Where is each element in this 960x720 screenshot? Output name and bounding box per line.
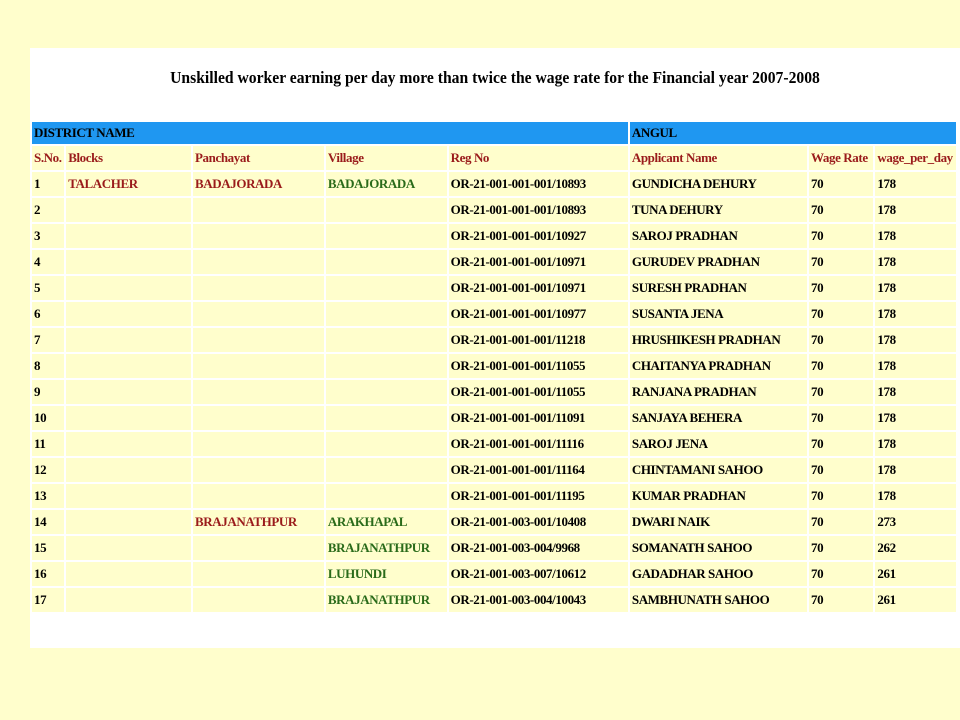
cell-reg-no: OR-21-001-003-007/10612 — [449, 562, 628, 586]
cell-wage-per-day: 178 — [875, 198, 956, 222]
cell-village — [326, 432, 447, 456]
cell-village: BRAJANATHPUR — [326, 588, 447, 612]
cell-panchayat — [193, 406, 324, 430]
cell-wage-rate: 70 — [809, 432, 873, 456]
cell-panchayat — [193, 250, 324, 274]
cell-wage-rate: 70 — [809, 354, 873, 378]
cell-applicant-name: SANJAYA BEHERA — [630, 406, 807, 430]
cell-village — [326, 458, 447, 482]
cell-wage-per-day: 178 — [875, 484, 956, 508]
cell-village — [326, 302, 447, 326]
cell-reg-no: OR-21-001-003-004/10043 — [449, 588, 628, 612]
table-row — [32, 432, 956, 456]
cell-block — [66, 432, 191, 456]
table-row — [32, 276, 956, 300]
cell-village — [326, 406, 447, 430]
cell-wage-per-day: 178 — [875, 406, 956, 430]
cell-panchayat — [193, 302, 324, 326]
cell-wage-rate: 70 — [809, 562, 873, 586]
cell-applicant-name: SURESH PRADHAN — [630, 276, 807, 300]
cell-block — [66, 562, 191, 586]
cell-village: BRAJANATHPUR — [326, 536, 447, 560]
cell-sno: 13 — [32, 484, 64, 508]
cell-applicant-name: TUNA DEHURY — [630, 198, 807, 222]
col-header-applicant: Applicant Name — [630, 146, 807, 170]
cell-reg-no: OR-21-001-001-001/11116 — [449, 432, 628, 456]
cell-wage-per-day: 273 — [875, 510, 956, 534]
report-sheet — [30, 48, 960, 648]
cell-sno: 5 — [32, 276, 64, 300]
cell-panchayat — [193, 354, 324, 378]
cell-sno: 10 — [32, 406, 64, 430]
cell-wage-per-day: 178 — [875, 328, 956, 352]
cell-village — [326, 224, 447, 248]
col-header-regno: Reg No — [449, 146, 628, 170]
cell-wage-rate: 70 — [809, 250, 873, 274]
district-row — [32, 122, 956, 144]
cell-wage-per-day: 178 — [875, 380, 956, 404]
cell-reg-no: OR-21-001-003-004/9968 — [449, 536, 628, 560]
table-row — [32, 536, 956, 560]
cell-wage-rate: 70 — [809, 458, 873, 482]
cell-block — [66, 536, 191, 560]
col-header-panchayat: Panchayat — [193, 146, 324, 170]
cell-reg-no: OR-21-001-003-001/10408 — [449, 510, 628, 534]
table-row — [32, 406, 956, 430]
cell-sno: 12 — [32, 458, 64, 482]
table-row — [32, 458, 956, 482]
cell-wage-per-day: 178 — [875, 432, 956, 456]
table-row — [32, 250, 956, 274]
cell-wage-rate: 70 — [809, 588, 873, 612]
cell-panchayat — [193, 276, 324, 300]
cell-sno: 1 — [32, 172, 64, 196]
cell-village — [326, 276, 447, 300]
cell-panchayat — [193, 224, 324, 248]
cell-reg-no: OR-21-001-001-001/10971 — [449, 250, 628, 274]
table-row — [32, 354, 956, 378]
cell-sno: 2 — [32, 198, 64, 222]
cell-wage-per-day: 178 — [875, 458, 956, 482]
district-label: DISTRICT NAME — [32, 122, 628, 144]
table-row — [32, 302, 956, 326]
cell-applicant-name: SAROJ PRADHAN — [630, 224, 807, 248]
cell-wage-per-day: 178 — [875, 302, 956, 326]
cell-reg-no: OR-21-001-001-001/10977 — [449, 302, 628, 326]
table-row — [32, 172, 956, 196]
col-header-wage-rate: Wage Rate — [809, 146, 873, 170]
cell-panchayat — [193, 484, 324, 508]
cell-applicant-name: CHINTAMANI SAHOO — [630, 458, 807, 482]
cell-wage-per-day: 178 — [875, 276, 956, 300]
cell-panchayat — [193, 588, 324, 612]
cell-applicant-name: CHAITANYA PRADHAN — [630, 354, 807, 378]
cell-sno: 14 — [32, 510, 64, 534]
cell-applicant-name: GUNDICHA DEHURY — [630, 172, 807, 196]
cell-reg-no: OR-21-001-001-001/11055 — [449, 354, 628, 378]
cell-wage-per-day: 178 — [875, 354, 956, 378]
cell-wage-rate: 70 — [809, 484, 873, 508]
cell-village — [326, 198, 447, 222]
cell-sno: 11 — [32, 432, 64, 456]
cell-village: LUHUNDI — [326, 562, 447, 586]
cell-wage-rate: 70 — [809, 536, 873, 560]
cell-block: TALACHER — [66, 172, 191, 196]
cell-applicant-name: SAROJ JENA — [630, 432, 807, 456]
cell-panchayat: BRAJANATHPUR — [193, 510, 324, 534]
cell-village: BADAJORADA — [326, 172, 447, 196]
header-row — [32, 146, 956, 170]
cell-wage-rate: 70 — [809, 224, 873, 248]
cell-sno: 3 — [32, 224, 64, 248]
cell-applicant-name: HRUSHIKESH PRADHAN — [630, 328, 807, 352]
table-row — [32, 198, 956, 222]
report-title: Unskilled worker earning per day more than twice the wage rate for the Financial year 2007-2008 — [170, 68, 820, 87]
cell-wage-rate: 70 — [809, 406, 873, 430]
cell-sno: 6 — [32, 302, 64, 326]
cell-wage-rate: 70 — [809, 198, 873, 222]
cell-applicant-name: DWARI NAIK — [630, 510, 807, 534]
cell-village: ARAKHAPAL — [326, 510, 447, 534]
cell-block — [66, 302, 191, 326]
district-value: ANGUL — [630, 122, 956, 144]
col-header-sno: S.No. — [32, 146, 64, 170]
cell-reg-no: OR-21-001-001-001/10893 — [449, 172, 628, 196]
cell-wage-rate: 70 — [809, 328, 873, 352]
cell-applicant-name: GADADHAR SAHOO — [630, 562, 807, 586]
cell-panchayat — [193, 198, 324, 222]
cell-panchayat: BADAJORADA — [193, 172, 324, 196]
cell-panchayat — [193, 328, 324, 352]
cell-block — [66, 380, 191, 404]
table-row — [32, 510, 956, 534]
cell-sno: 17 — [32, 588, 64, 612]
cell-sno: 7 — [32, 328, 64, 352]
cell-applicant-name: RANJANA PRADHAN — [630, 380, 807, 404]
cell-block — [66, 510, 191, 534]
col-header-village: Village — [326, 146, 447, 170]
cell-panchayat — [193, 458, 324, 482]
cell-village — [326, 328, 447, 352]
cell-wage-per-day: 178 — [875, 250, 956, 274]
cell-wage-per-day: 261 — [875, 562, 956, 586]
cell-applicant-name: KUMAR PRADHAN — [630, 484, 807, 508]
cell-reg-no: OR-21-001-001-001/10971 — [449, 276, 628, 300]
cell-sno: 8 — [32, 354, 64, 378]
cell-reg-no: OR-21-001-001-001/11091 — [449, 406, 628, 430]
cell-applicant-name: GURUDEV PRADHAN — [630, 250, 807, 274]
cell-wage-per-day: 178 — [875, 224, 956, 248]
cell-wage-rate: 70 — [809, 510, 873, 534]
cell-wage-rate: 70 — [809, 276, 873, 300]
cell-block — [66, 224, 191, 248]
cell-block — [66, 198, 191, 222]
cell-block — [66, 328, 191, 352]
cell-village — [326, 380, 447, 404]
table-row — [32, 380, 956, 404]
cell-reg-no: OR-21-001-001-001/10893 — [449, 198, 628, 222]
wage-table — [30, 120, 958, 614]
cell-reg-no: OR-21-001-001-001/11164 — [449, 458, 628, 482]
cell-sno: 9 — [32, 380, 64, 404]
table-row — [32, 484, 956, 508]
cell-sno: 16 — [32, 562, 64, 586]
cell-sno: 15 — [32, 536, 64, 560]
cell-panchayat — [193, 380, 324, 404]
cell-village — [326, 250, 447, 274]
cell-reg-no: OR-21-001-001-001/10927 — [449, 224, 628, 248]
table-row — [32, 328, 956, 352]
table-row — [32, 562, 956, 586]
cell-applicant-name: SOMANATH SAHOO — [630, 536, 807, 560]
cell-applicant-name: SUSANTA JENA — [630, 302, 807, 326]
cell-panchayat — [193, 432, 324, 456]
cell-block — [66, 406, 191, 430]
cell-panchayat — [193, 562, 324, 586]
cell-block — [66, 458, 191, 482]
table-row — [32, 224, 956, 248]
cell-block — [66, 354, 191, 378]
cell-applicant-name: SAMBHUNATH SAHOO — [630, 588, 807, 612]
cell-block — [66, 250, 191, 274]
cell-village — [326, 354, 447, 378]
cell-wage-per-day: 178 — [875, 172, 956, 196]
cell-block — [66, 484, 191, 508]
cell-reg-no: OR-21-001-001-001/11055 — [449, 380, 628, 404]
col-header-wage-per-day: wage_per_day — [875, 146, 956, 170]
cell-block — [66, 588, 191, 612]
cell-block — [66, 276, 191, 300]
cell-village — [326, 484, 447, 508]
cell-sno: 4 — [32, 250, 64, 274]
table-row — [32, 588, 956, 612]
cell-wage-per-day: 262 — [875, 536, 956, 560]
cell-panchayat — [193, 536, 324, 560]
cell-reg-no: OR-21-001-001-001/11218 — [449, 328, 628, 352]
col-header-blocks: Blocks — [66, 146, 191, 170]
cell-wage-per-day: 261 — [875, 588, 956, 612]
cell-wage-rate: 70 — [809, 172, 873, 196]
cell-reg-no: OR-21-001-001-001/11195 — [449, 484, 628, 508]
cell-wage-rate: 70 — [809, 302, 873, 326]
cell-wage-rate: 70 — [809, 380, 873, 404]
